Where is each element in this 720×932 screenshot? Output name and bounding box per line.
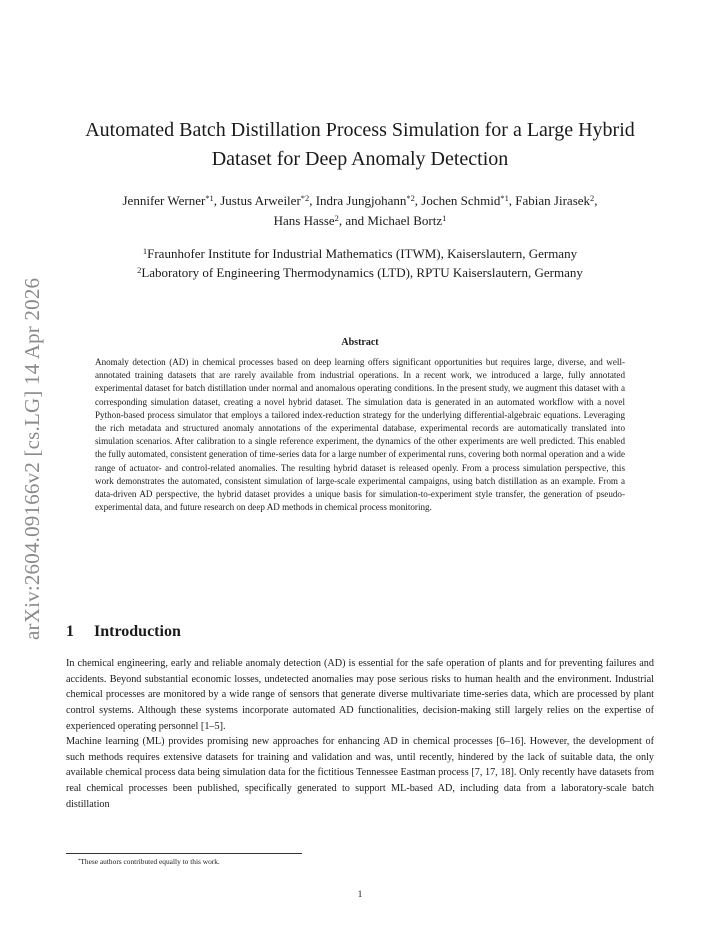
affiliation-mark: 2 [137, 265, 142, 276]
intro-paragraph-2: Machine learning (ML) provides promising new approaches for enhancing AD in chemical processes [6–16]. However, the development of such methods requires extensive datasets for training and validation and was, until recently, hindered by the lack of suitable data, the only available chemical process data being simulation data for the fictitious Tennessee Eastman process [7, 17, 18]. Only recently have datasets from real chemical processes been published, specifically generated to support ML-based AD, including data from a laboratory-scale batch distillation [66, 736, 654, 810]
author-name: Justus Arweiler [220, 193, 301, 208]
author-name: Hans Hasse [273, 213, 335, 228]
intro-paragraph-1: In chemical engineering, early and reliable anomaly detection (AD) is essential for the safe operation of plants and for preventing failures and accidents. Beyond substantial economic losses, undetected anomalies may pose serious risks to human health and the environment. Industrial chemical processes are monitored by a wide range of sensors that generate diverse multivariate time-series data, which are processed by plant control systems. Although these systems incorporate automated AD functionalities, decision-making still largely relies on the expertise of experienced operating personnel [1–5]. [66, 658, 654, 732]
abstract-body: Anomaly detection (AD) in chemical processes based on deep learning offers significant opportunities but requires large, diverse, and well-annotated training datasets that are rarely available from industrial operations. In a recent work, we introduced a large, fully annotated experimental dataset for batch distillation under normal and anomalous operating conditions. In the present study, we augment this dataset with a corresponding simulation dataset, creating a novel hybrid dataset. The simulation data is generated in an automated workflow with a novel Python-based process simulator that employs a tailored index-reduction strategy for the underlying differential-algebraic equations. Leveraging the rich metadata and structured anomaly annotations of the experimental database, experimental records are automatically translated into simulation scenarios. After calibration to a single reference experiment, the dynamics of the other experiments are well predicted. This enabled the fully automated, consistent generation of time-series data for a large number of experimental runs, covering both normal operation and a wide range of actuator- and control-related anomalies. The resulting hybrid dataset is released openly. From a process simulation perspective, this work demonstrates the automated, consistent simulation of large-scale experimental campaigns, using batch distillation as an example. From a data-driven AD perspective, the hybrid dataset provides a unique basis for simulation-to-experiment style transfer, the generation of pseudo-experimental data, and future research on deep AD methods in chemical process monitoring. [95, 357, 625, 513]
author-affil-mark: 2 [334, 213, 339, 224]
author-list [60, 191, 660, 231]
author-separator: , [594, 193, 598, 208]
section-heading [66, 623, 181, 641]
affiliation-2 [60, 263, 660, 282]
affiliation-1 [60, 244, 660, 263]
author-line-1 [60, 191, 660, 211]
author-affil-mark: *1 [205, 193, 214, 204]
section-title: Introduction [94, 623, 181, 640]
author-name: Jennifer Werner [122, 193, 206, 208]
author-name: Fabian Jirasek [515, 193, 591, 208]
section-number: 1 [66, 623, 74, 640]
author-separator: , and [338, 213, 368, 228]
footnote-rule [66, 853, 302, 854]
page-number: 1 [357, 890, 363, 900]
author-line-2 [60, 211, 660, 231]
author-name: Indra Jungjohann [315, 193, 407, 208]
affiliations [60, 244, 660, 282]
affiliation-text: Laboratory of Engineering Thermodynamics (LTD), RPTU Kaiserslautern, Germany [141, 265, 583, 280]
paper-title [60, 116, 660, 174]
footnote [78, 857, 220, 866]
footnote-mark: * [78, 858, 81, 864]
author-separator: , [309, 193, 316, 208]
author-separator: , [414, 193, 422, 208]
title-line-1: Automated Batch Distillation Process Simulation for a Large Hybrid [85, 119, 635, 141]
arxiv-identifier: arXiv:2604.09166v2 [cs.LG] 14 Apr 2026 [20, 277, 44, 640]
title-line-2: Dataset for Deep Anomaly Detection [211, 148, 509, 170]
affiliation-mark: 1 [142, 246, 148, 257]
author-affil-mark: 1 [442, 213, 447, 224]
author-separator: , [213, 193, 221, 208]
author-affil-mark: *2 [300, 193, 310, 204]
author-separator: , [508, 193, 516, 208]
author-name: Michael Bortz [367, 213, 443, 228]
abstract-heading: Abstract [341, 337, 379, 348]
author-affil-mark: *1 [500, 193, 509, 204]
affiliation-text: Fraunhofer Institute for Industrial Mathematics (ITWM), Kaiserslautern, Germany [147, 246, 578, 261]
author-affil-mark: 2 [590, 193, 595, 204]
author-name: Jochen Schmid [421, 193, 501, 208]
author-affil-mark: *2 [406, 193, 415, 204]
footnote-text: These authors contributed equally to this work. [80, 857, 220, 866]
